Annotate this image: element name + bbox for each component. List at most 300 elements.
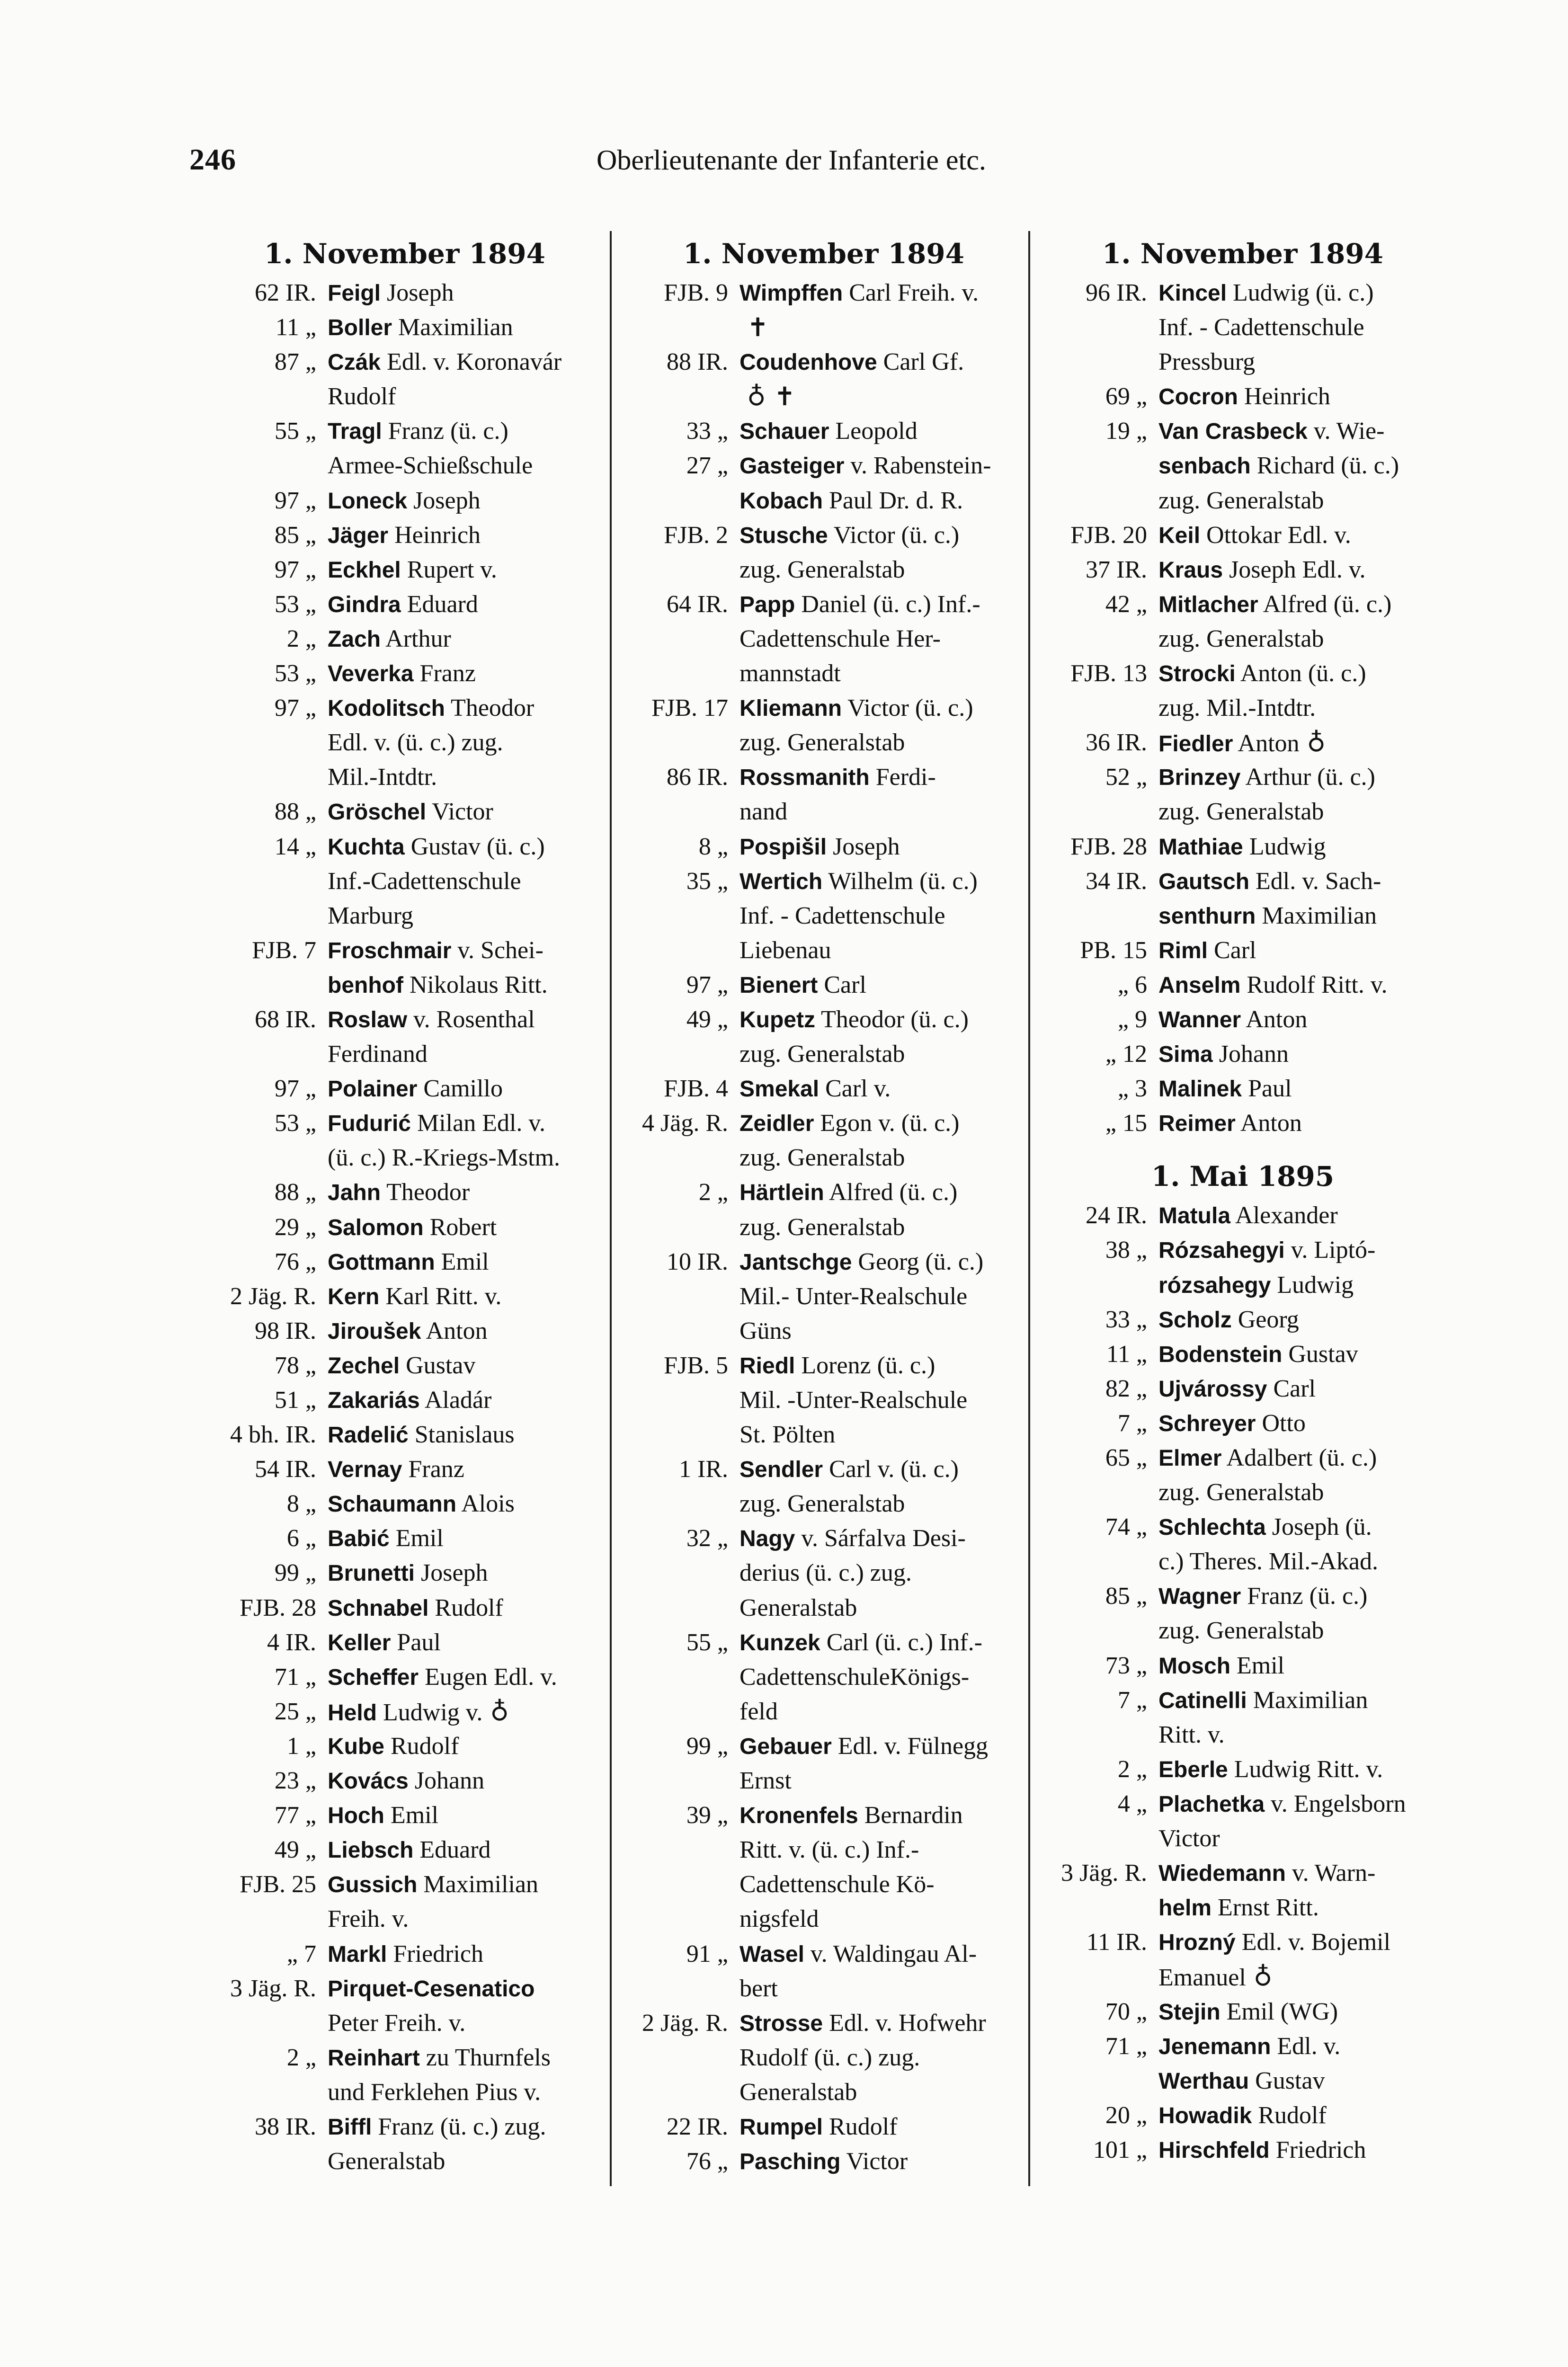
officer-surname: Kincel	[1158, 281, 1227, 306]
entry-detail: Richard (ü. c.)	[1250, 452, 1399, 480]
entry-text	[1158, 1233, 1451, 1267]
entry-detail: Joseph	[381, 279, 454, 306]
entry-text	[739, 2109, 1032, 2144]
entry-text	[739, 448, 1032, 483]
entry-detail: Ritt. v.	[1158, 1721, 1225, 1748]
entry-detail: Johann	[408, 1767, 485, 1795]
entry-detail: Anton	[1235, 1110, 1302, 1137]
entry-line	[615, 1521, 1032, 1556]
entry-line	[1034, 1106, 1451, 1140]
entry-line	[615, 2144, 1032, 2179]
entry-line	[615, 483, 1032, 518]
section	[1034, 1140, 1451, 2167]
entry-line	[204, 1002, 606, 1037]
entry-line	[1034, 587, 1451, 622]
regiment-ref	[615, 1902, 739, 1936]
entry-text	[739, 1763, 1032, 1798]
entry-line	[1034, 1002, 1451, 1037]
officer-surname: Kern	[328, 1284, 380, 1309]
entry-line	[615, 587, 1032, 622]
entry-text	[328, 656, 606, 691]
entry-detail: Ritt. v. (ü. c.) Inf.-	[739, 1836, 919, 1864]
entry-text	[739, 829, 1032, 864]
regiment-ref	[615, 1210, 739, 1245]
entry-text	[1158, 1037, 1451, 1071]
entry-line	[615, 1763, 1032, 1798]
entry-line	[1034, 276, 1451, 310]
officer-surname: Matula	[1158, 1203, 1231, 1229]
regiment-ref: 37 IR.	[1086, 556, 1147, 583]
entry-text	[739, 2075, 1032, 2109]
entry-line	[615, 656, 1032, 691]
regiment-ref: 3 Jäg. R.	[1061, 1860, 1147, 1887]
regiment-ref	[204, 379, 328, 414]
entry-line	[204, 1210, 606, 1245]
entry-detail: v. Sárfalva Desi-	[795, 1525, 966, 1552]
entry-text	[328, 483, 606, 518]
entry-line	[1034, 1302, 1451, 1337]
entry-detail: zug. Generalstab	[1158, 1479, 1324, 1506]
regiment-ref: 73 „	[1105, 1652, 1147, 1679]
entry-detail: Ottokar Edl. v.	[1200, 521, 1351, 549]
entry-text	[1158, 794, 1451, 829]
officer-surname: Jiroušek	[328, 1318, 421, 1344]
entry-detail: zug. Generalstab	[739, 1213, 905, 1241]
entry-text	[328, 1348, 606, 1383]
entry-line	[1034, 518, 1451, 552]
officer-surname: Wertich	[739, 869, 823, 894]
entry-text	[328, 725, 606, 760]
officer-surname: Tragl	[328, 419, 382, 445]
entry-line	[1034, 1071, 1451, 1106]
entry-line	[1034, 829, 1451, 864]
entry-text	[1158, 518, 1451, 552]
entry-detail: mannstadt	[739, 660, 841, 687]
entry-line	[615, 760, 1032, 794]
regiment-ref: 4 „	[1117, 1790, 1147, 1817]
officer-surname: Schnabel	[328, 1595, 429, 1621]
entry-text	[1158, 345, 1451, 379]
entry-text	[739, 518, 1032, 552]
entry-line	[204, 656, 606, 691]
regiment-ref: 88 „	[274, 798, 316, 826]
entry-line	[1034, 1371, 1451, 1406]
regiment-ref: FJB. 25	[240, 1871, 316, 1898]
officer-surname: Veverka	[328, 661, 414, 687]
entry-detail: v. Liptó-	[1284, 1237, 1376, 1264]
entry-line	[204, 622, 606, 656]
officer-surname: Kliemann	[739, 696, 842, 721]
entry-text	[328, 1833, 606, 1867]
entry-line	[615, 2109, 1032, 2144]
regiment-ref: 54 IR.	[255, 1456, 316, 1483]
entry-text	[739, 1625, 1032, 1660]
entry-detail: Edl. v. Hofwehr	[823, 2009, 986, 2037]
entry-detail: Franz	[402, 1456, 464, 1483]
regiment-ref: 99 „	[686, 1732, 728, 1760]
officer-surname: Kuchta	[328, 834, 405, 860]
officer-surname: Riedl	[739, 1353, 795, 1379]
entry-line	[615, 1140, 1032, 1175]
officer-surname: Wimpffen	[739, 281, 843, 306]
regiment-ref	[615, 1660, 739, 1694]
entry-text	[1158, 899, 1451, 933]
entry-text	[739, 1798, 1032, 1833]
entry-line	[1034, 345, 1451, 379]
entry-detail: Emil	[435, 1248, 489, 1275]
entry-text	[739, 483, 1032, 518]
regiment-ref	[1034, 310, 1158, 345]
entry-text	[328, 379, 606, 414]
entry-line	[1034, 552, 1451, 587]
entry-line	[615, 310, 1032, 345]
officer-surname: Markl	[328, 1941, 387, 1967]
entry-detail: Leopold	[829, 418, 918, 445]
entry-text	[1158, 1544, 1451, 1579]
regiment-ref	[204, 1902, 328, 1936]
entry-detail: Joseph Edl. v.	[1223, 556, 1366, 583]
regiment-ref: FJB. 28	[240, 1594, 316, 1621]
entry-text	[739, 1833, 1032, 1867]
officer-surname: Kronenfels	[739, 1803, 858, 1829]
entry-detail: Eduard	[413, 1836, 491, 1864]
entry-text	[328, 760, 606, 794]
regiment-ref	[1034, 1613, 1158, 1648]
officer-surname: Coudenhove	[739, 350, 877, 375]
entry-text	[328, 899, 606, 933]
entry-line	[1034, 1037, 1451, 1071]
entry-text	[1158, 968, 1451, 1002]
entry-text	[739, 1245, 1032, 1279]
entry-text	[1158, 656, 1451, 691]
entry-line	[615, 1348, 1032, 1383]
entry-text	[1158, 1106, 1451, 1140]
officer-surname: Wagner	[1158, 1584, 1241, 1610]
entry-detail: Gustav	[1249, 2067, 1325, 2094]
regiment-ref	[615, 622, 739, 656]
officer-surname: Zechel	[328, 1353, 400, 1379]
officer-surname: Mitlacher	[1158, 592, 1258, 617]
entry-line	[615, 1902, 1032, 1936]
entry-line	[204, 2109, 606, 2144]
entry-text	[328, 1452, 606, 1486]
entry-line	[1034, 2133, 1451, 2167]
regiment-ref	[615, 1833, 739, 1867]
entry-text	[739, 1037, 1032, 1071]
entry-text	[328, 864, 606, 899]
entry-line	[615, 899, 1032, 933]
regiment-ref: 76 „	[274, 1248, 316, 1275]
officer-surname: Kovács	[328, 1769, 409, 1794]
entry-detail: Inf. - Cadettenschule	[739, 902, 945, 929]
regiment-ref	[615, 1383, 739, 1417]
entry-detail: Ernst Ritt.	[1212, 1894, 1319, 1922]
regiment-ref	[1034, 1268, 1158, 1302]
entry-text	[739, 2006, 1032, 2040]
officer-surname: Zach	[328, 626, 381, 652]
entry-line	[1034, 2098, 1451, 2133]
regiment-ref	[615, 1140, 739, 1175]
officer-surname: Howadik	[1158, 2103, 1252, 2128]
entry-text	[739, 725, 1032, 760]
entry-text	[1158, 1071, 1451, 1106]
entry-detail: Robert	[423, 1213, 497, 1241]
officer-surname: Zeidler	[739, 1111, 814, 1137]
entry-detail: Gustav	[400, 1352, 476, 1379]
decoration-symbol-icon: ♁	[1307, 728, 1326, 758]
entry-detail: Stanislaus	[408, 1421, 515, 1449]
regiment-ref: 99 „	[274, 1559, 316, 1587]
entry-line	[204, 483, 606, 518]
regiment-ref: FJB. 2	[664, 521, 728, 549]
entry-text	[739, 276, 1032, 310]
regiment-ref: PB. 15	[1080, 936, 1147, 964]
entry-detail: v. Rosenthal	[407, 1006, 535, 1033]
officer-surname: Ujvárossy	[1158, 1376, 1267, 1402]
regiment-ref	[204, 899, 328, 933]
entry-text	[739, 2040, 1032, 2075]
regiment-ref: 76 „	[686, 2148, 728, 2175]
entry-detail: Joseph	[827, 833, 900, 860]
entry-line	[204, 829, 606, 864]
entry-text	[1158, 1337, 1451, 1371]
entry-line	[615, 1486, 1032, 1521]
entry-line	[204, 794, 606, 829]
entry-detail: Emil	[384, 1802, 439, 1829]
entry-line	[204, 1245, 606, 1279]
entry-text	[1158, 379, 1451, 414]
entry-text	[1158, 310, 1451, 345]
entry-line	[615, 691, 1032, 725]
entry-line	[204, 587, 606, 622]
decoration-symbol-icon: ♁	[490, 1696, 509, 1726]
entry-detail: v. Rabenstein-	[844, 452, 991, 480]
entry-line	[204, 379, 606, 414]
entry-detail: Egon v. (ü. c.)	[814, 1110, 960, 1137]
regiment-ref: 7 „	[1117, 1686, 1147, 1714]
entry-text	[328, 1106, 606, 1140]
regiment-ref: 8 „	[698, 833, 728, 860]
entry-text	[328, 1694, 606, 1729]
entry-detail: Adalbert (ü. c.)	[1221, 1444, 1377, 1471]
officer-surname: Vernay	[328, 1457, 402, 1483]
entry-line	[1034, 379, 1451, 414]
officer-surname: Cocron	[1158, 384, 1238, 410]
entry-text	[1158, 1406, 1451, 1441]
entry-line	[1034, 864, 1451, 899]
entry-detail: Carl	[1208, 936, 1256, 964]
entry-line	[204, 2075, 606, 2109]
regiment-ref: 7 „	[1117, 1409, 1147, 1437]
entry-line	[615, 725, 1032, 760]
regiment-ref	[204, 760, 328, 794]
entry-line	[204, 345, 606, 379]
officer-surname: Strosse	[739, 2011, 823, 2036]
entry-detail: Victor	[840, 2148, 908, 2175]
entry-text	[328, 1245, 606, 1279]
regiment-ref: 11 „	[275, 314, 316, 341]
entry-text	[739, 1937, 1032, 1971]
entry-detail: Alexander	[1230, 1202, 1338, 1229]
regiment-ref: 97 „	[274, 556, 316, 583]
entry-detail: Carl	[818, 971, 866, 998]
regiment-ref: 10 IR.	[667, 1248, 728, 1275]
officer-surname: Rózsahegyi	[1158, 1238, 1285, 1264]
officer-surname: Jahn	[328, 1180, 381, 1206]
officer-surname: Kunzek	[739, 1630, 820, 1655]
entry-detail: v. Wie-	[1307, 418, 1385, 445]
regiment-ref	[1034, 483, 1158, 518]
entry-line	[204, 2040, 606, 2075]
entry-detail: Milan Edl. v.	[411, 1110, 546, 1137]
regiment-ref	[1034, 1890, 1158, 1925]
entry-detail: zug. Generalstab	[739, 729, 905, 756]
regiment-ref	[615, 1314, 739, 1348]
entry-line	[615, 2040, 1032, 2075]
entry-text	[739, 414, 1032, 448]
regiment-ref	[1034, 1821, 1158, 1856]
regiment-ref: 32 „	[686, 1525, 728, 1552]
entry-line	[1034, 1475, 1451, 1510]
entry-detail: Anton	[421, 1317, 488, 1344]
entry-detail: (ü. c.) R.-Kriegs-Mstm.	[328, 1144, 561, 1172]
entry-detail: Heinrich	[1238, 383, 1330, 410]
entry-detail: Joseph	[407, 487, 481, 514]
officer-surname: Rumpel	[739, 2114, 823, 2140]
regiment-ref: 71 „	[1105, 2032, 1147, 2060]
regiment-ref: 2 Jäg. R.	[642, 2009, 728, 2037]
entry-text	[1158, 622, 1451, 656]
entry-line	[204, 864, 606, 899]
entry-detail: Lorenz (ü. c.)	[795, 1352, 935, 1379]
entry-line	[615, 933, 1032, 968]
entry-detail: Rudolf	[1252, 2101, 1327, 2129]
section	[615, 232, 1032, 2179]
entry-detail: Theodor	[381, 1179, 470, 1206]
entry-line	[204, 1763, 606, 1798]
entry-line	[1034, 310, 1451, 345]
entry-text	[739, 794, 1032, 829]
entry-text	[328, 622, 606, 656]
entry-line	[615, 864, 1032, 899]
entry-text	[328, 1902, 606, 1936]
section-heading: 1. November 1894	[1102, 238, 1384, 270]
entry-text	[1158, 1510, 1451, 1544]
entry-text	[1158, 2098, 1451, 2133]
officer-surname: senbach	[1158, 454, 1251, 479]
entry-detail: Arthur (ü. c.)	[1240, 764, 1375, 791]
entry-line	[1034, 760, 1451, 794]
entry-text	[739, 1486, 1032, 1521]
entry-line	[615, 1452, 1032, 1486]
entry-text	[1158, 1925, 1451, 1959]
entry-line	[1034, 1890, 1451, 1925]
entry-line	[615, 1383, 1032, 1417]
entry-text	[1158, 414, 1451, 448]
page-header	[0, 142, 1568, 194]
entry-text	[739, 1071, 1032, 1106]
entry-line	[204, 1037, 606, 1071]
regiment-ref	[1034, 899, 1158, 933]
entry-detail: Wilhelm (ü. c.)	[822, 867, 978, 895]
officer-surname: Anselm	[1158, 972, 1241, 998]
entry-text	[328, 691, 606, 725]
regiment-ref: 33 „	[686, 418, 728, 445]
entry-text	[328, 794, 606, 829]
entry-detail: Armee-Schießschule	[328, 452, 533, 480]
entry-text	[1158, 829, 1451, 864]
entry-line	[615, 1002, 1032, 1037]
regiment-ref: 38 „	[1105, 1237, 1147, 1264]
entry-line	[1034, 2064, 1451, 2098]
entry-detail: Alfred (ü. c.)	[1258, 590, 1392, 618]
entry-line	[615, 345, 1032, 379]
entry-detail: c.) Theres. Mil.-Akad.	[1158, 1548, 1379, 1575]
regiment-ref	[1034, 622, 1158, 656]
entry-text	[328, 1071, 606, 1106]
entry-detail: Franz (ü. c.)	[1241, 1583, 1368, 1610]
entry-detail: Rudolf	[428, 1594, 503, 1621]
entry-detail: Theodor	[445, 694, 535, 722]
entry-text	[739, 1210, 1032, 1245]
entry-detail: v. Engelsborn	[1265, 1790, 1406, 1817]
entry-line	[615, 1417, 1032, 1452]
regiment-ref: „ 9	[1117, 1006, 1147, 1033]
entry-detail: Anton	[1233, 730, 1300, 757]
entry-line	[1034, 1959, 1451, 1994]
entry-line	[1034, 933, 1451, 968]
entry-line	[615, 1798, 1032, 1833]
officer-surname: Pirquet-Cesenatico	[328, 1976, 535, 2002]
officer-surname: Smekal	[739, 1077, 820, 1102]
regiment-ref: 53 „	[274, 590, 316, 618]
entry-line	[204, 1106, 606, 1140]
entry-line	[1034, 483, 1451, 518]
entry-detail: CadettenschuleKönigs-	[739, 1663, 970, 1691]
officer-surname: Kube	[328, 1734, 384, 1759]
entry-text	[739, 552, 1032, 587]
entry-detail: Bernardin	[858, 1802, 963, 1829]
entry-text	[328, 1037, 606, 1071]
entry-line	[1034, 968, 1451, 1002]
regiment-ref: 91 „	[686, 1940, 728, 1967]
entry-line	[615, 1971, 1032, 2006]
entry-text	[328, 552, 606, 587]
entry-line	[615, 1729, 1032, 1763]
entry-line	[204, 1798, 606, 1833]
entry-text	[328, 448, 606, 483]
officer-surname: Gröschel	[328, 800, 427, 825]
entry-detail: und Ferklehen Pius v.	[328, 2078, 541, 2106]
entry-line	[1034, 794, 1451, 829]
entry-text	[1158, 1302, 1451, 1337]
regiment-ref: 19 „	[1105, 418, 1147, 445]
entry-detail: nand	[739, 798, 788, 826]
entry-text	[328, 1556, 606, 1590]
entry-text	[328, 1625, 606, 1660]
entry-detail: zug. Generalstab	[739, 1144, 905, 1172]
entry-line	[204, 933, 606, 968]
entry-detail: Mil.- Unter-Realschule	[739, 1282, 968, 1310]
entry-text	[1158, 552, 1451, 587]
entry-text	[328, 345, 606, 379]
officer-surname: Stejin	[1158, 1999, 1221, 2025]
entry-text	[1158, 1579, 1451, 1613]
officer-surname: Van Crasbeck	[1158, 419, 1308, 445]
column-1	[204, 232, 606, 2192]
regiment-ref: 52 „	[1105, 764, 1147, 791]
regiment-ref	[615, 1279, 739, 1314]
